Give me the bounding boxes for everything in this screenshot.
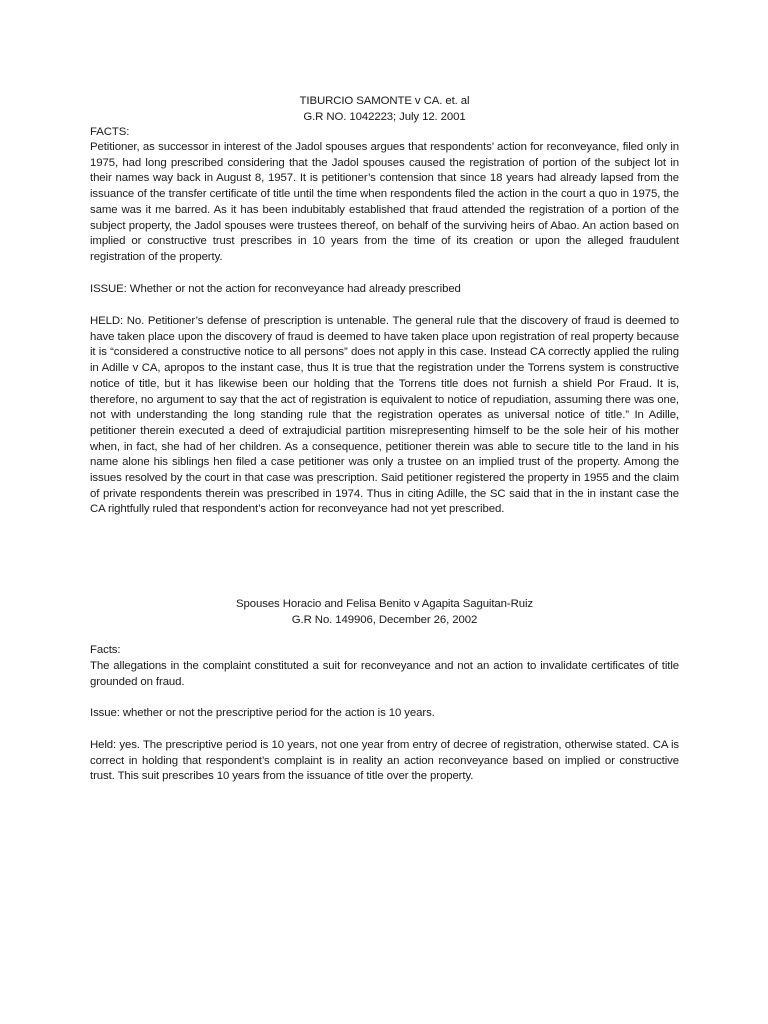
case2-facts-paragraph: The allegations in the complaint constituted a suit for reconveyance and not an action to invalidate certificates of title grounded on fraud.: [90, 660, 679, 688]
case2-held-section: [90, 738, 679, 785]
case1-facts-heading: [90, 125, 679, 141]
case2-issue-section: [90, 706, 679, 722]
case1-facts-label: FACTS:: [90, 126, 130, 138]
case2-title: Spouses Horacio and Felisa Benito v Agapita Saguitan-Ruiz: [236, 598, 533, 610]
case1-issue-paragraph: ISSUE: Whether or not the action for reconveyance had already prescribed: [90, 283, 461, 295]
case2-issue-paragraph: Issue: whether or not the prescriptive period for the action is 10 years.: [90, 707, 435, 719]
case2-citation: G.R No. 149906, December 26, 2002: [291, 613, 478, 626]
case1-title: TIBURCIO SAMONTE v CA. et. al: [299, 95, 470, 107]
case2-title-block: [90, 597, 679, 628]
case2-facts-label: Facts:: [90, 644, 121, 656]
case2-held-paragraph: Held: yes. The prescriptive period is 10 years, not one year from entry of decree of registration, otherwise stated. CA is correct in holding that respondent’s complaint is in reality an action reconveyance based on implied or constructive trust. This suit prescribes 10 years from the issuance of title over the property.: [90, 739, 679, 783]
case2-facts-section: [90, 659, 679, 690]
case1-held-section: [90, 314, 679, 518]
case1-facts-section: [90, 140, 679, 266]
case1-title-block: [90, 94, 679, 125]
case1-held-paragraph: HELD: No. Petitioner’s defense of prescription is untenable. The general rule that the discovery of fraud is deemed to have taken place upon the discovery of fraud is deemed to have taken place upon registration of real property because it is “considered a constructive notice to all persons” does not apply in this case. Instead CA correctly applied the ruling in Adille v CA, apropos to the instant case, thus It is true that the registration under the Torrens system is constructive notice of title, but it has likewise been our holding that the Torrens title does not furnish a shield Por Fraud. It is, therefore, no argument to say that the act of registration is equivalent to notice of repudiation, assuming there was one, not with understanding the long standing rule that the registration operates as universal notice of title.” In Adille, petitioner therein executed a deed of extrajudicial partition misrepresenting himself to be the sole heir of his mother when, in fact, she had of her children. As a consequence, petitioner therein was able to secure title to the land in his name alone his siblings hen filed a case petitioner was only a trustee on an implied trust of the property. Among the issues resolved by the court in that case was prescription. Said petitioner registered the property in 1955 and the claim of private respondents therein was prescribed in 1974. Thus in citing Adille, the SC said that in the in instant case the CA rightfully ruled that respondent’s action for reconveyance had not yet prescribed.: [90, 315, 679, 516]
case2-facts-heading: [90, 643, 679, 659]
case1-issue-section: [90, 282, 679, 298]
case1-citation: G.R NO. 1042223; July 12. 2001: [303, 110, 466, 123]
case1-facts-paragraph: Petitioner, as successor in interest of the Jadol spouses argues that respondents’ action for reconveyance, filed only in 1975, had long prescribed considering that the Jadol spouses caused the registration of portion of the subject lot in their names way back in August 8, 1957. It is petitioner’s contension that since 18 years had already lapsed from the issuance of the transfer certificate of title until the time when respondents filed the action in the court a quo in 1975, the same was it me barred. As it has been indubitably established that fraud attended the registration of a portion of the subject property, the Jadol spouses were trustees thereof, on behalf of the surviving heirs of Abao. An action based on implied or constructive trust prescribes in 10 years from the time of its creation or upon the alleged fraudulent registration of the property.: [90, 141, 679, 263]
